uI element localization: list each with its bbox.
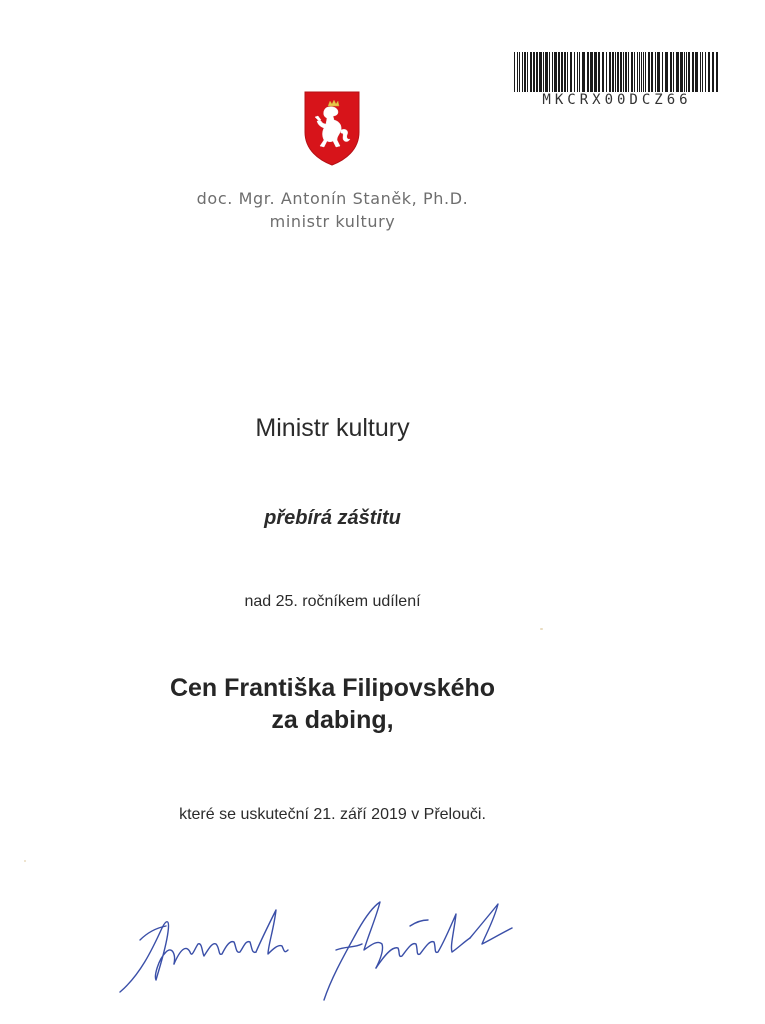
barcode-bar bbox=[708, 52, 710, 92]
barcode-bar bbox=[631, 52, 633, 92]
barcode-bar bbox=[582, 52, 585, 92]
barcode-bar bbox=[628, 52, 629, 92]
barcode-bar bbox=[695, 52, 698, 92]
barcode-bar bbox=[620, 52, 622, 92]
award-name-line1: Cen Františka Filipovského bbox=[169, 674, 496, 702]
barcode-bars bbox=[514, 52, 720, 92]
barcode-bar bbox=[574, 52, 575, 92]
barcode-bar bbox=[657, 52, 660, 92]
barcode-bar bbox=[530, 52, 532, 92]
barcode-bar bbox=[612, 52, 614, 92]
barcode-bar bbox=[558, 52, 560, 92]
document-heading: Ministr kultury bbox=[255, 414, 410, 442]
barcode-bar bbox=[554, 52, 557, 92]
handwritten-signature-icon bbox=[110, 880, 540, 1020]
barcode-bar bbox=[617, 52, 619, 92]
barcode-bar bbox=[519, 52, 520, 92]
barcode-bar bbox=[665, 52, 668, 92]
barcode bbox=[512, 52, 722, 112]
barcode-bar bbox=[641, 52, 642, 92]
barcode-number: MKCRX00DCZ66 bbox=[542, 92, 692, 108]
barcode-bar bbox=[686, 52, 687, 92]
barcode-bar bbox=[623, 52, 624, 92]
barcode-bar bbox=[539, 52, 542, 92]
barcode-bar bbox=[651, 52, 653, 92]
czech-coat-of-arms-icon bbox=[303, 90, 361, 166]
barcode-bar bbox=[702, 52, 703, 92]
patronage-statement: přebírá záštitu bbox=[264, 507, 401, 529]
barcode-bar bbox=[700, 52, 701, 92]
barcode-bar bbox=[639, 52, 640, 92]
barcode-bar bbox=[676, 52, 679, 92]
barcode-bar bbox=[625, 52, 627, 92]
issuer-role: ministr kultury bbox=[269, 212, 396, 231]
barcode-bar bbox=[524, 52, 526, 92]
barcode-bar bbox=[545, 52, 548, 92]
barcode-bar bbox=[673, 52, 674, 92]
issuer-name: doc. Mgr. Antonín Staněk, Ph.D. bbox=[196, 189, 469, 208]
barcode-bar bbox=[543, 52, 544, 92]
paper-speck bbox=[540, 628, 543, 630]
barcode-bar bbox=[602, 52, 604, 92]
barcode-bar bbox=[655, 52, 656, 92]
barcode-bar bbox=[643, 52, 644, 92]
barcode-bar bbox=[579, 52, 580, 92]
barcode-bar bbox=[680, 52, 683, 92]
barcode-bar bbox=[514, 52, 515, 92]
award-name-line2: za dabing, bbox=[271, 706, 394, 734]
barcode-bar bbox=[552, 52, 553, 92]
barcode-bar bbox=[634, 52, 635, 92]
barcode-bar bbox=[517, 52, 518, 92]
barcode-bar bbox=[533, 52, 535, 92]
barcode-bar bbox=[577, 52, 578, 92]
barcode-bar bbox=[712, 52, 714, 92]
barcode-bar bbox=[609, 52, 611, 92]
barcode-bar bbox=[549, 52, 550, 92]
barcode-bar bbox=[598, 52, 600, 92]
barcode-bar bbox=[527, 52, 528, 92]
barcode-bar bbox=[637, 52, 638, 92]
barcode-bar bbox=[692, 52, 694, 92]
event-details: které se uskuteční 21. září 2019 v Přelouči. bbox=[179, 806, 486, 823]
barcode-bar bbox=[522, 52, 523, 92]
barcode-bar bbox=[590, 52, 593, 92]
barcode-bar bbox=[587, 52, 589, 92]
barcode-bar bbox=[645, 52, 646, 92]
barcode-bar bbox=[606, 52, 607, 92]
occasion-text: nad 25. ročníkem udílení bbox=[244, 593, 421, 610]
barcode-bar bbox=[594, 52, 597, 92]
barcode-bar bbox=[705, 52, 706, 92]
barcode-bar bbox=[567, 52, 568, 92]
barcode-bar bbox=[564, 52, 566, 92]
barcode-bar bbox=[684, 52, 685, 92]
barcode-bar bbox=[662, 52, 663, 92]
barcode-bar bbox=[570, 52, 572, 92]
barcode-bar bbox=[561, 52, 563, 92]
barcode-bar bbox=[615, 52, 616, 92]
barcode-bar bbox=[670, 52, 672, 92]
paper-speck bbox=[24, 860, 26, 862]
barcode-bar bbox=[688, 52, 690, 92]
barcode-bar bbox=[536, 52, 538, 92]
barcode-bar bbox=[716, 52, 718, 92]
barcode-bar bbox=[648, 52, 650, 92]
